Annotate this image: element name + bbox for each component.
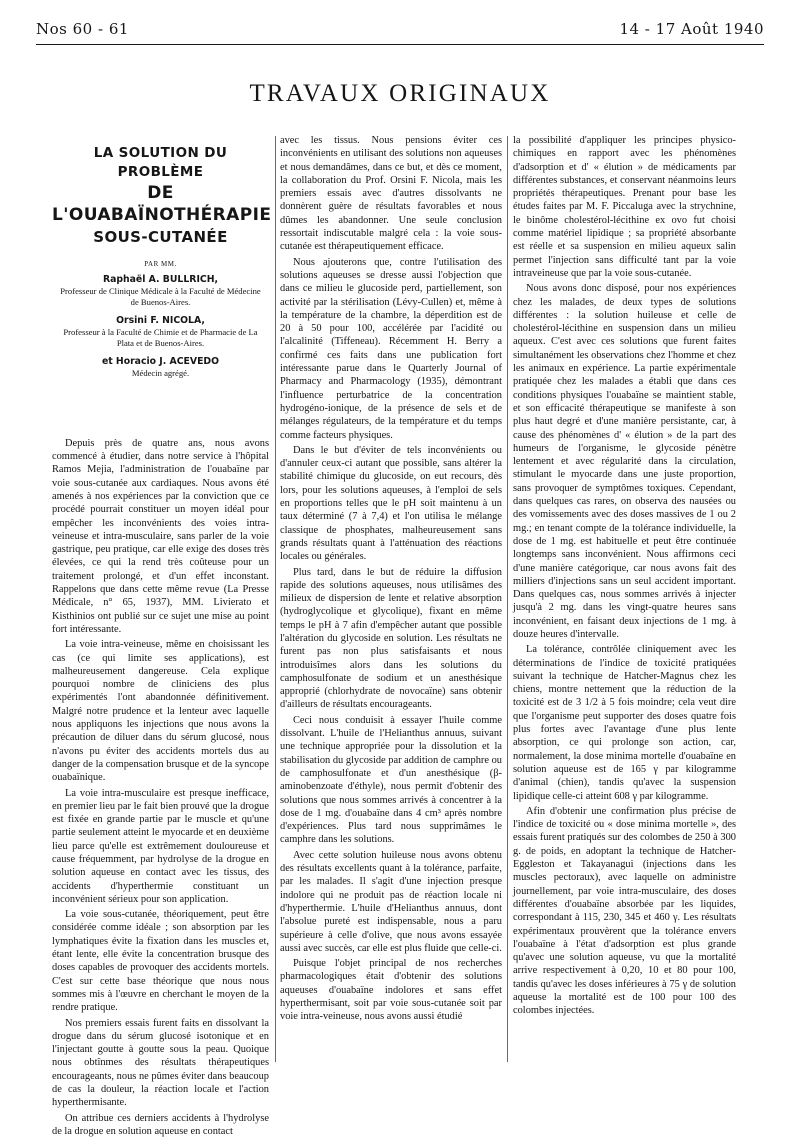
article-title xyxy=(52,144,272,248)
paragraph: Puisque l'objet principal de nos recherches pharmacologiques était d'obtenir des solutions aqueuses d'ouabaïne indolores et sans effet hyperthermisant, soit par voie sous-cutanée soit par voie intra-veineuse, nous avons aussi étudié xyxy=(280,958,502,1023)
paragraph: La voie intra-musculaire est presque inefficace, en premier lieu par le fait bien prouvé que la drogue est fixée en grande partie par le muscle et qu'une partie seulement atteint le myocarde et en deuxième lieu parce qu'elle est extrêmement douloureuse et cause fréquemment, par hydrolyse de la drogue en solution aqueuse en contact avec les tissus, des accidents d'hyperthermie constituant un inconvénient sérieux pour son application. xyxy=(52,787,269,905)
paragraph: la possibilité d'appliquer les principes physico-chimiques en rapport avec les phénomènes d'adsorption et d' « élution » de médicaments par différentes substances, et conservant néanmoins leurs propriétés thérapeutiques. Prenant pour base les études faites par M. F. Piccaluga avec la strychnine, le binôme cholestérol-lécithine ex ovo fut choisi comme matériel lipidique ; sa propriété absorbante est réelle et sa suspension en milieu aqueux salin permet l'injection sans difficulté tant par la voie intraveineuse que par la voie sous-cutanée. xyxy=(513,135,736,279)
article-title-line-3: SOUS-CUTANÉE xyxy=(93,228,228,246)
paragraph: Avec cette solution huileuse nous avons obtenu des résultats excellents quant à la tolérance, parfaite, par les malades. Il s'agit d'une injection presque indolore qui ne produit pas de réaction locale ni d'hyperthermie. L'huile d'Helianthus annuus, dont l'absolue pureté est indispensable, nous a paru supérieure à celle d'olive, que nous avons essayée aussi avec succès, car elle est plus fluide que celle-ci. xyxy=(280,849,502,954)
paragraph: avec les tissus. Nous pensions éviter ces inconvénients en utilisant des solutions non aqueuses et nous demandâmes, dans ce but, et dès ce moment, la collaboration du Prof. Orsini F. Nicola, mais les premiers essais avec d'autres dissolvants ne donnèrent guère de résultats favorables et nous dûmes les abandonner. Une seule conclusion ressortait indiscutable malgré cela : la voie sous-cutanée est thérapeutiquement efficace. xyxy=(280,135,502,253)
paragraph: Plus tard, dans le but de réduire la diffusion rapide des solutions aqueuses, nous utilisâmes des milieux de dispersion de lente et relative absorption (hydroglycolique et glycolique), fixant en même temps le pH à 7 afin d'empêcher autant que possible l'altération du glycoside en solution. Les résultats ne furent pas non plus satisfaisants et nous introduisîmes alors dans les solutions du camphosulfonate de sodium et un anesthésique approprié (chlorhydrate de novocaïne) sans obtenir d'ailleurs de résultats encourageants. xyxy=(280,566,502,711)
author-affiliation: Médecin agrégé. xyxy=(131,368,190,379)
author-name: Orsini F. NICOLA, xyxy=(116,315,205,327)
article-title-line-2: DE L'OUABAÏNOTHÉRAPIE xyxy=(52,183,272,225)
author-name: et Horacio J. ACEVEDO xyxy=(101,356,220,368)
author-affiliation: Professeur à la Faculté de Chimie et de Pharmacie de La Plata et de Buenos-Aires. xyxy=(63,327,258,348)
header-rule xyxy=(36,44,764,45)
author-name: Raphaël A. BULLRICH, xyxy=(102,274,219,286)
paragraph: Dans le but d'éviter de tels inconvénients ou d'annuler ceux-ci autant que possible, sans altérer la stabilité chimique du glucoside, on eut recours, dès lors, pour les solutions aqueuses, à l'emploi de sels en proportions telles que le pH soit maintenu à un taux déterminé (7 à 7,4) et l'on utilisa le mélange classique de phosphates, malheureusement sans grands résultats quant à l'atténuation des réactions locales ou générales. xyxy=(280,444,502,563)
running-header xyxy=(36,20,764,40)
paragraph: Afin d'obtenir une confirmation plus précise de l'indice de toxicité ou « dose minima mortelle », des essais furent pratiqués sur des colombes de 250 à 300 g. de poids, en adoptant la technique de Hatcher-Eggleston et Takayanagui (injections dans les muscles pectoraux), avec laquelle on administre journellement, par voie intra-musculaire, des doses différentes d'ouabaïne absorbée par les liquides, correspondant à 115, 230, 345 et 460 γ. Les résultats expérimentaux prouvèrent que la tolérance envers l'ouabaïne à l'état d'adsorption est plus grande qu'avec une solution aqueuse, vu que la mortalité arrive respectivement à 0,20, 10 et 80 pour 100, tandis qu'avec les doses inférieures à 75 γ de solution aqueuse la mortalité est de 100 pour 100 des colombes injectées. xyxy=(513,805,736,1017)
title-spacer xyxy=(52,379,269,437)
paragraph: Nos premiers essais furent faits en dissolvant la drogue dans du sérum glucosé isotonique et en l'injectant goutte à goutte sous la peau. Quoique nous obtînmes des résultats thérapeutiques encourageants, nous ne pûmes éviter dans beaucoup de cas la douleur, la réaction locale et l'action hyperthermisante. xyxy=(52,1017,269,1109)
column-1 xyxy=(52,134,272,1140)
author-affiliation: Professeur de Clinique Médicale à la Faculté de Médecine de Buenos-Aires. xyxy=(60,286,261,307)
article-title-line-1: LA SOLUTION DU PROBLÈME xyxy=(93,145,228,180)
column-2 xyxy=(280,134,502,1026)
paragraph: Nous ajouterons que, contre l'utilisation des solutions aqueuses se dresse aussi l'objection que dans ce milieu le glucoside perd, partiellement, son activité par la stérilisation (Lévy-Cullen) et, même à la température de la chambre, la déperdition est de 20 à 50 pour 100, accélérée par l'acidité ou l'alcalinité (Tiffeneau). Récemment H. Berry a confirmé ces faits dans une publication fort intéressante parue dans le Quarterly Journal of Pharmacy and Pharmacology (1935), démontrant l'influence perturbatrice de la concentration hydrogéno-ionique, de la présence de sels et de mélanges régulateurs, de la température et du temps comme facteurs physiques. xyxy=(280,256,502,441)
paragraph: La tolérance, contrôlée cliniquement avec les déterminations de l'indice de toxicité pratiquées suivant la technique de Hatcher-Magnus chez les chiens, montre nettement que la réduction de la toxicité est de 3 1/2 à 5 fois moindre; cela veut dire que l'organisme peut supporter des doses quatre fois plus fortes avec l'avantage d'une plus lente absorption, ce qui prolonge son action, car, normalement, la dose minima mortelle d'ouabaïne en solution aqueuse est de 165 γ par kilogramme d'animal (chien), tandis qu'avec la suspension lipidique celle-ci atteint 608 γ par kilogramme. xyxy=(513,644,736,802)
issue-number: Nos 60 - 61 xyxy=(36,20,129,38)
paragraph: La voie sous-cutanée, théoriquement, peut être considérée comme idéale ; son absorption par les lymphatiques évite la fixation dans les muscles et, étant lente, elle évite la concentration brusque des doses capables de provoquer des accidents mortels. C'est sur cette base théorique que nous nous sommes mis à l'œuvre en cherchant le moyen de la rendre pratique. xyxy=(52,909,269,1014)
section-title: TRAVAUX ORIGINAUX xyxy=(249,80,551,107)
column-divider-2 xyxy=(507,136,508,1062)
column-3 xyxy=(513,134,736,1020)
issue-date: 14 - 17 Août 1940 xyxy=(619,20,764,38)
column-divider-1 xyxy=(275,136,276,1062)
paragraph: Ceci nous conduisit à essayer l'huile comme dissolvant. L'huile de l'Helianthus annuus, suivant une technique appropriée pour la dissolution et la stabilisation du glycoside par addition de camphre ou de camphosulfonate et d'un anesthésique (β-aminobenzoate d'éthyle), nous permit d'obtenir des solutions que nous sommes arrivés à concentrer à la dose de 1 mg. d'ouabaïne dans 4 cm³ après nombre d'expériences. Plus tard nous supprimâmes le camphre dans les solutions. xyxy=(280,714,502,846)
paragraph: La voie intra-veineuse, même en choisissant les cas (ce qui limite ses applications), est malheureusement dangereuse. Cela explique pourquoi nombre de cliniciens des plus expérimentés l'ont abandonnée définitivement. Malgré notre prudence et la lenteur avec laquelle nous appliquons les injections que nous avons la précaution de diluer dans du sérum glucosé, nous n'avons pu éviter des accidents mortels dus au danger de la compensation brusque et de la syncope ouabaïnique. xyxy=(52,639,269,784)
paragraph: Nous avons donc disposé, pour nos expériences chez les malades, de deux types de solutions différentes : la solution huileuse et celle de cholestérol-lécithine en suspension dans un milieu aqueux. C'est avec ces solutions que furent faites simultanément les observations chez l'homme et chez les animaux en expérience. La partie expérimentale pratiquée chez les malades a établi que dans ces conditions physiques l'ouabaïne se maintient stable, et son efficacité thérapeutique se manifeste à son plus haut degré et d'une manière persistante, car, à cause des phénomènes d' « élution » de la part des humeurs de l'organisme, le glycoside pénètre lentement et avec régularité dans la circulation, stimulant le myocarde dans une juste proportion, sans provoquer de symptômes toxiques. Cependant, dans quelques cas rares, on observa des nausées ou des vomissements avec des doses massives de 1 ou 2 mg.; en tenant compte de la tolérance individuelle, la dose de 1 mg. est habituelle et peut être continuée longtemps sans inconvénient. Nous affirmons ceci d'une manière catégorique, car nous avons fait des milliers d'injections sans un seul accident important. Dans quelques cas, nous sommes arrivés à injecter jusqu'à 2 mg. dans les vingt-quatre heures sans inconvénient, en faisant deux injections de 1 mg. à douze heures d'intervalle. xyxy=(513,283,736,640)
paragraph: Depuis près de quatre ans, nous avons commencé à étudier, dans notre service à l'hôpital Ramos Mejia, l'administration de l'ouabaïne par voie sous-cutanée aux cardiaques. Nous avons été amenés à nos expériences par la conviction que ce procédé pourrait constituer un moyen idéal pour empêcher les inconvénients des voies intra-veineuse et intra-musculaire, sans parler de la voie gastrique, peu pratique, car elle exige des doses très élevées, ce qui la rend très coûteuse pour un traitement prolongé, et d'un effet inconstant. Rappelons que dans cette même revue (La Presse Médicale, n° 65, 1937), MM. Livierato et Kisthinios ont publié sur ce sujet une mise au point fort intéressante. xyxy=(52,437,269,635)
paragraph: On attribue ces derniers accidents à l'hydrolyse de la drogue en solution aqueuse en contact xyxy=(52,1112,269,1137)
byline-par: PAR MM. xyxy=(144,260,177,268)
